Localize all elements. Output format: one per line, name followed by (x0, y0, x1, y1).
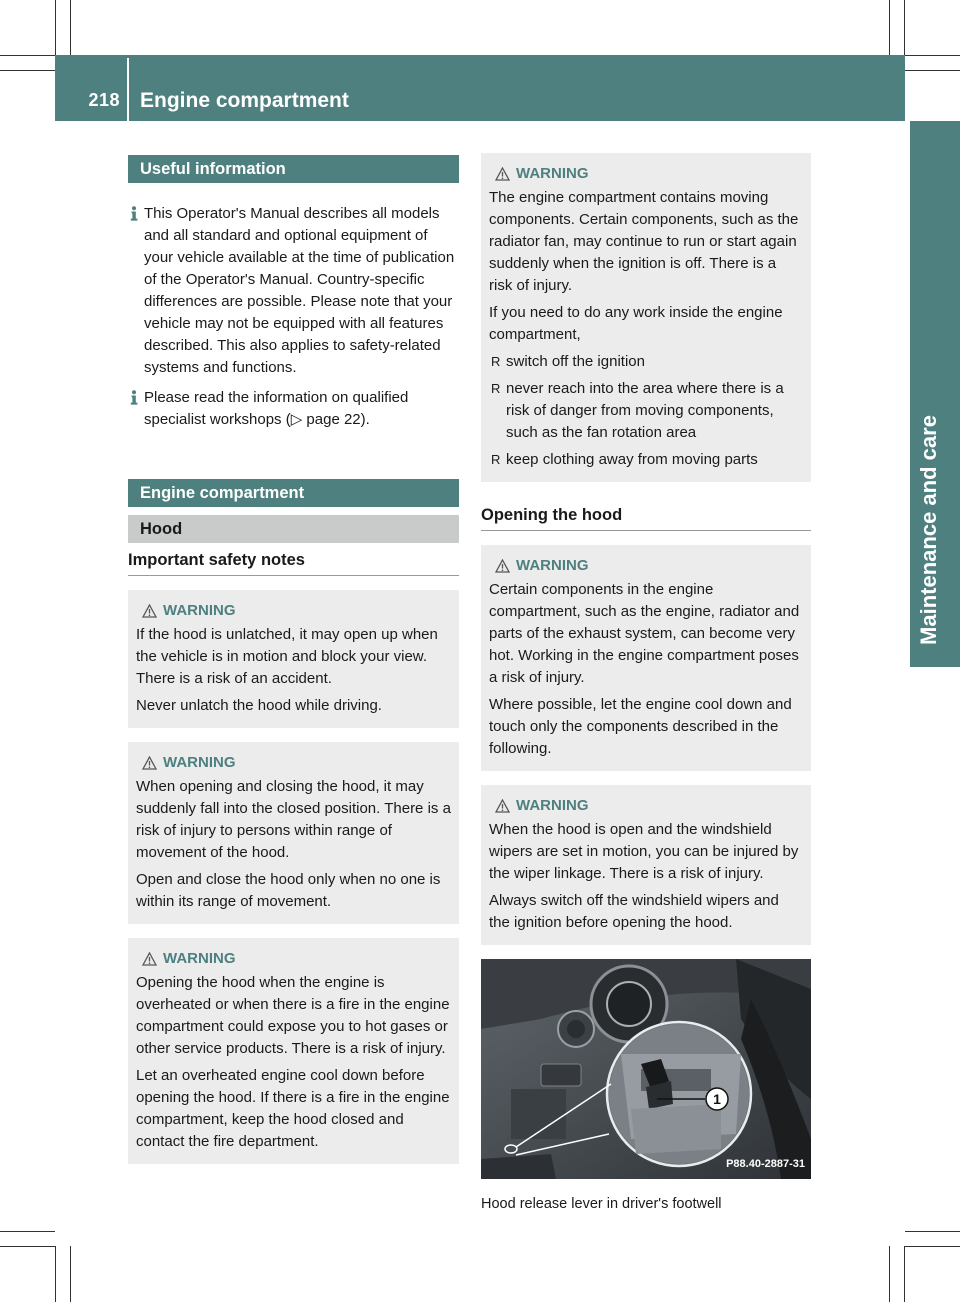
warning-text: Open and close the hood only when no one is within its range of movement. (136, 871, 441, 910)
crop-mark (905, 55, 960, 56)
crop-mark (0, 1246, 55, 1247)
info-icon (128, 206, 140, 221)
page-title: Engine compartment (140, 89, 349, 112)
warning-triangle-icon (495, 799, 510, 813)
warning-box (481, 545, 811, 771)
crop-mark (905, 1246, 960, 1247)
crop-mark (0, 70, 55, 71)
info-icon (128, 390, 140, 405)
warning-triangle-icon (142, 604, 157, 618)
engine-compartment-heading: Engine compartment (128, 479, 459, 507)
figure-caption: Hood release lever in driver's footwell (481, 1196, 722, 1212)
info-text: Please read the information on qualified specialist workshops (▷ page 22). (144, 389, 409, 428)
warning-triangle-icon (495, 167, 510, 181)
hood-release-figure (481, 959, 811, 1179)
crop-mark (70, 1246, 71, 1302)
warning-text: Opening the hood when the engine is overheated or when there is a fire in the engine compartment could expose you to hot gases or other service products. There is a risk of injury. (136, 974, 450, 1057)
bullet-item: R switch off the ignition (489, 351, 803, 373)
crop-mark (905, 1231, 960, 1232)
warning-text: Certain components in the engine compartment, such as the engine, radiator and parts of the exhaust system, can become very hot. Working in the engine compartment poses a risk of injury. (489, 581, 800, 686)
right-column (481, 153, 811, 1215)
page-number: 218 (88, 90, 120, 110)
crop-mark (70, 0, 71, 55)
warning-triangle-icon (495, 559, 510, 573)
crop-mark (904, 1246, 905, 1302)
warning-text: Always switch off the windshield wipers and the ignition before opening the hood. (489, 892, 779, 931)
left-column (128, 155, 459, 1164)
warning-box (128, 590, 459, 728)
bullet-item: R keep clothing away from moving parts (489, 449, 803, 471)
warning-title: WARNING (163, 754, 236, 771)
warning-box (128, 742, 459, 924)
warning-text: If you need to do any work inside the engine compartment, (489, 304, 783, 343)
warning-box (481, 785, 811, 945)
crop-mark (55, 1246, 56, 1302)
info-note (128, 203, 459, 379)
crop-mark (889, 0, 890, 55)
crop-mark (904, 0, 905, 55)
crop-mark (0, 55, 55, 56)
crop-mark (55, 0, 56, 55)
warning-triangle-icon (142, 756, 157, 770)
info-text: This Operator's Manual describes all models and all standard and optional equipment of your vehicle available at the time of publication of the Operator's Manual. Country-specific differences are possible. Please note that your vehicle may not be equipped with all features described. This also applies to safety-related systems and functions. (144, 205, 455, 376)
warning-title: WARNING (163, 950, 236, 967)
warning-text: Never unlatch the hood while driving. (136, 697, 382, 714)
useful-info-heading: Useful information (128, 155, 459, 183)
warning-text: Where possible, let the engine cool down and touch only the components described in the following. (489, 696, 792, 757)
side-tab-label: Maintenance and care (916, 415, 941, 645)
hood-release-photo (481, 959, 811, 1179)
warning-text: When opening and closing the hood, it may suddenly fall into the closed position. There is a risk of injury to persons within range of movement of the hood. (136, 778, 451, 861)
warning-box (128, 938, 459, 1164)
warning-title: WARNING (163, 602, 236, 619)
header-divider (127, 58, 129, 121)
warning-title: WARNING (516, 165, 589, 182)
info-note (128, 387, 459, 431)
warning-title: WARNING (516, 797, 589, 814)
opening-hood-heading: Opening the hood (481, 504, 811, 531)
warning-text: When the hood is open and the windshield wipers are set in motion, you can be injured by the wiper linkage. There is a risk of injury. (489, 821, 799, 882)
callout-number: 1 (713, 1091, 721, 1107)
crop-mark (0, 1231, 55, 1232)
warning-box (481, 153, 811, 482)
safety-notes-heading: Important safety notes (128, 549, 459, 576)
figure-code: P88.40-2887-31 (726, 1158, 805, 1170)
warning-triangle-icon (142, 952, 157, 966)
warning-text: The engine compartment contains moving components. Certain components, such as the radiator fan, may continue to run or start again suddenly when the ignition is off. There is a risk of injury. (489, 189, 799, 294)
warning-text: Let an overheated engine cool down before opening the hood. If there is a fire in the engine compartment, keep the hood closed and contact the fire department. (136, 1067, 450, 1150)
bullet-item: R never reach into the area where there is a risk of danger from moving components, such as the fan rotation area (489, 378, 803, 444)
crop-mark (905, 70, 960, 71)
warning-bullet-list (489, 351, 803, 471)
warning-title: WARNING (516, 557, 589, 574)
hood-heading: Hood (128, 515, 459, 543)
warning-text: If the hood is unlatched, it may open up when the vehicle is in motion and block your view. There is a risk of an accident. (136, 626, 438, 687)
crop-mark (889, 1246, 890, 1302)
